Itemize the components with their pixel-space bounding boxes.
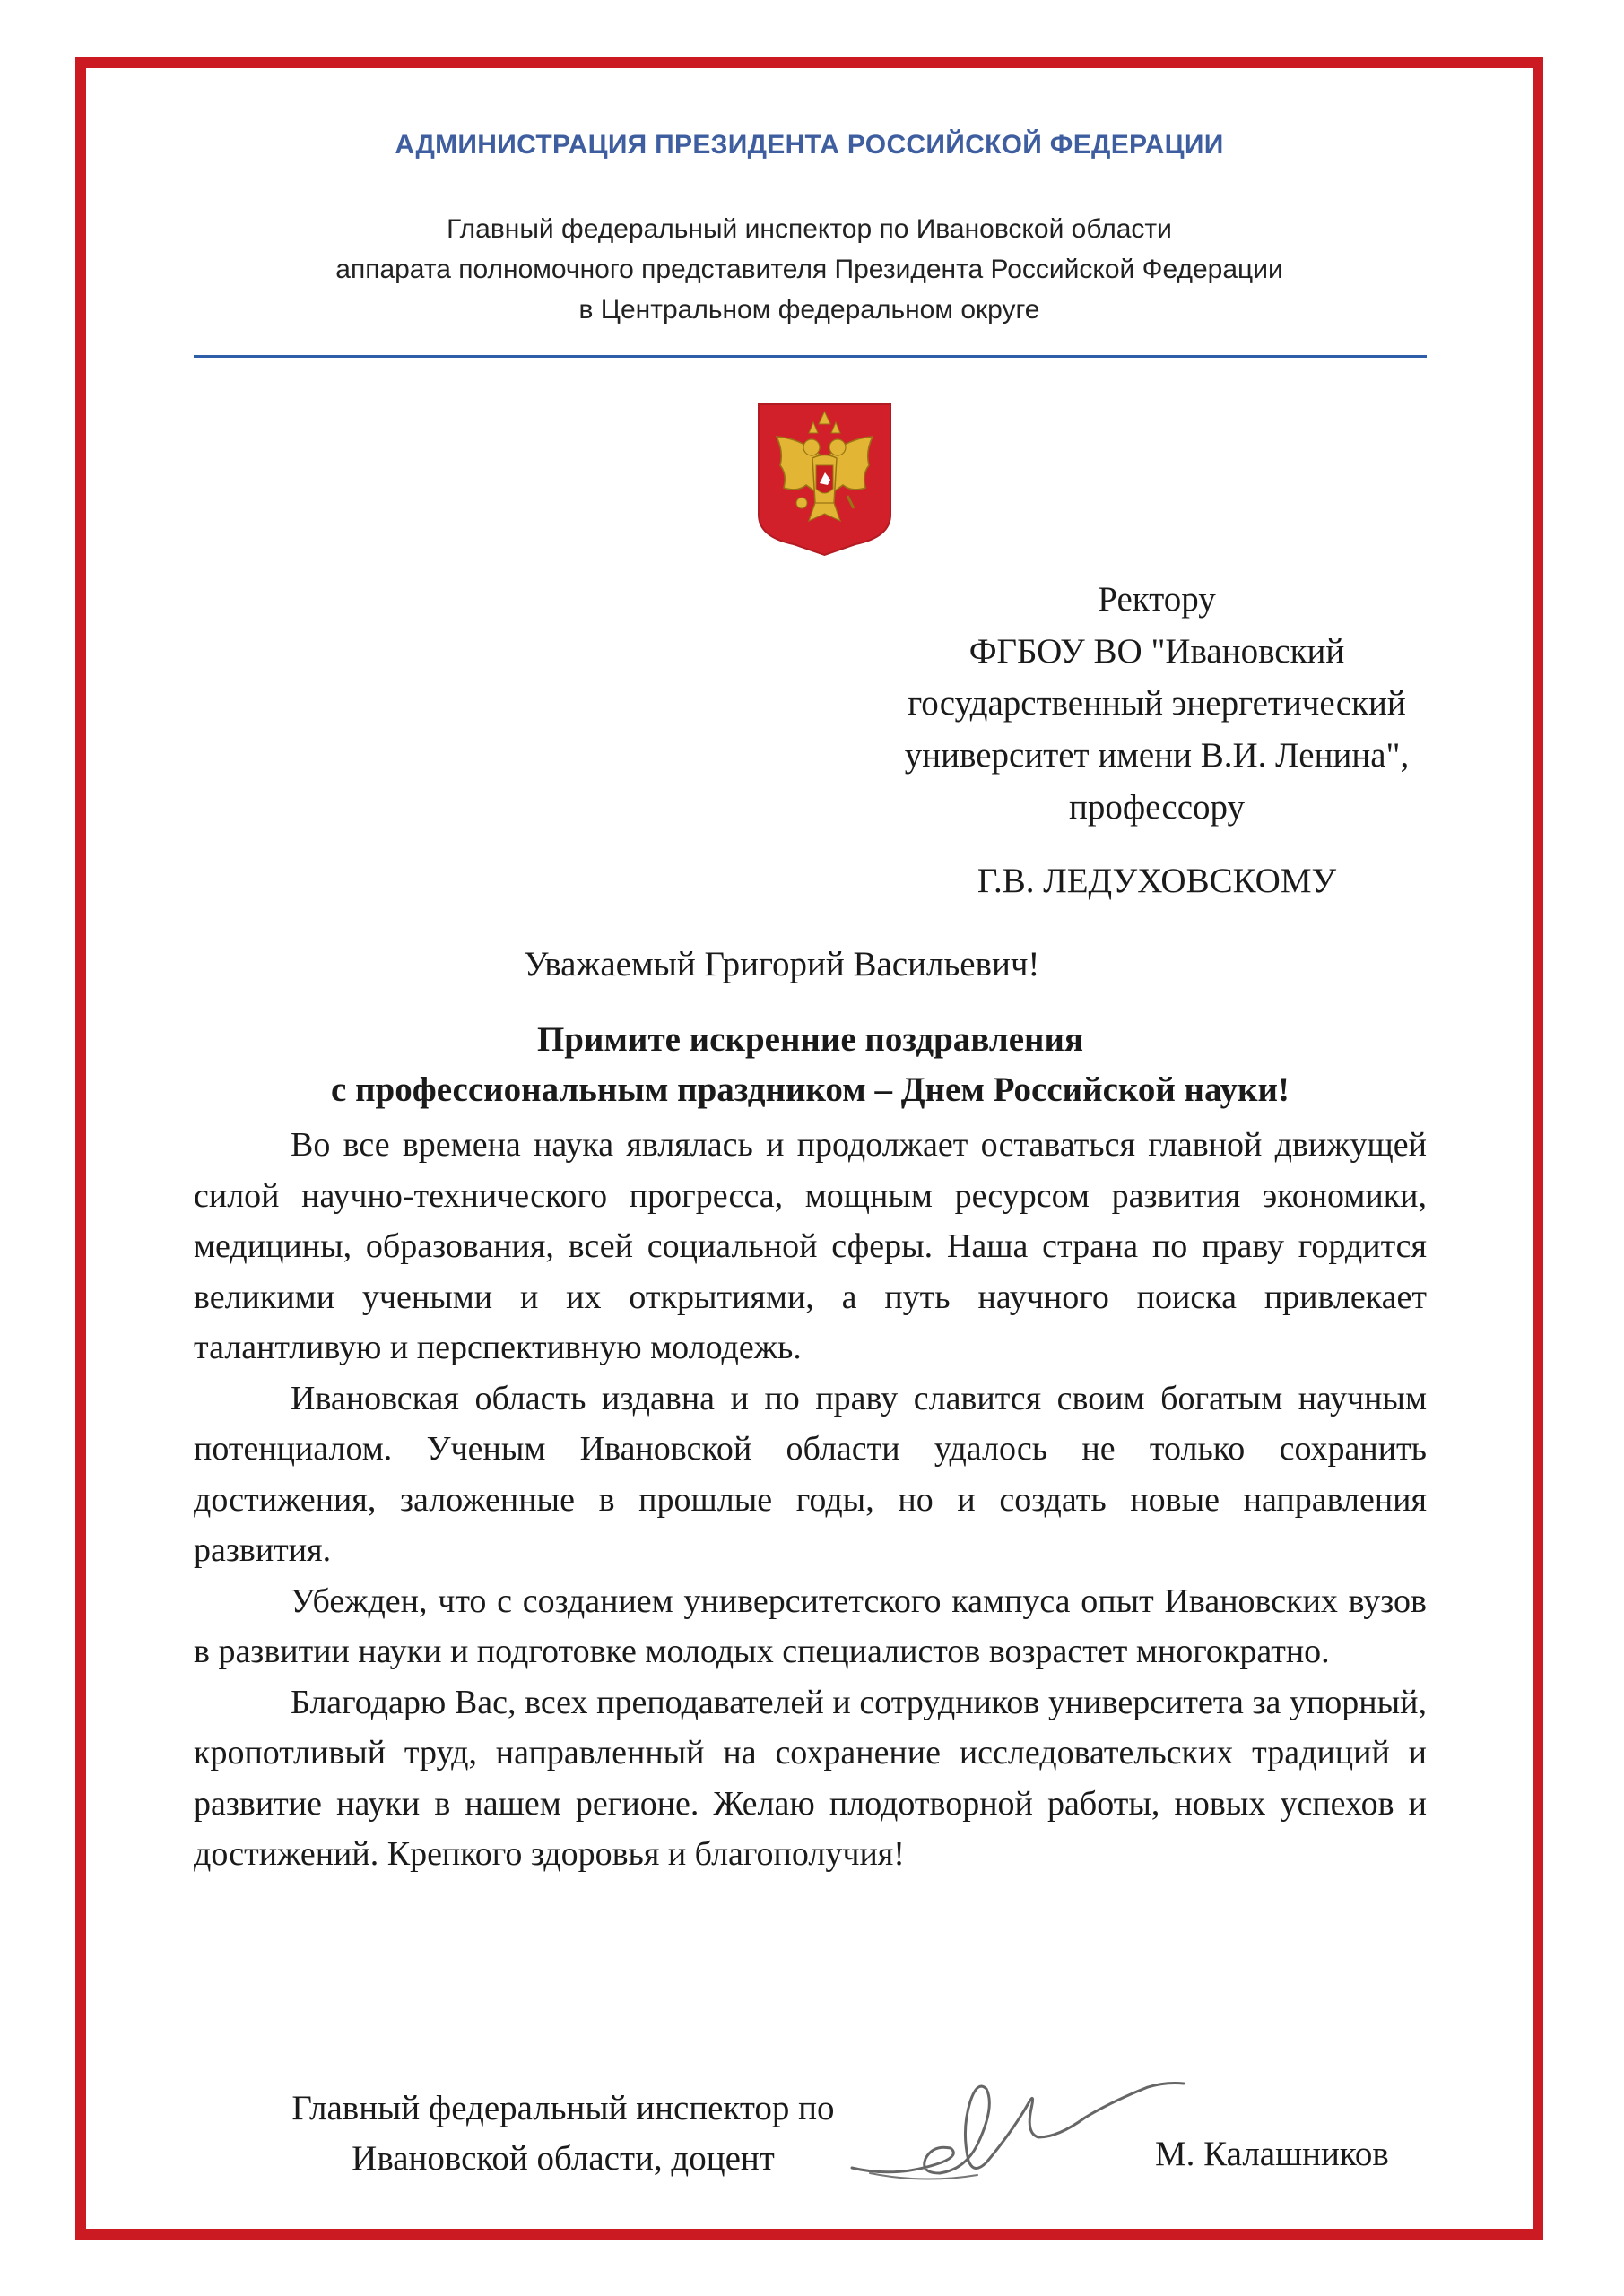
addressee-name: Г.В. ЛЕДУХОВСКОМУ	[977, 862, 1337, 900]
sender-subtitle	[75, 209, 1543, 330]
body-paragraph-text: Ивановская область издавна и по праву славится своим богатым научным потенциалом. Ученым Ивановской области удалось не только сохранить достижения, заложенные в прошлые годы, но и создать новые направления развития.	[194, 1379, 1427, 1569]
sender-subtitle-line: в Центральном федеральном округе	[578, 295, 1040, 325]
letter-body	[194, 1120, 1427, 1880]
signer-position-line: Ивановской области, доцент	[352, 2139, 775, 2178]
letter-title-line: Примите искренние поздравления	[536, 1020, 1084, 1059]
addressee-position	[834, 574, 1480, 834]
sender-subtitle-line: аппарата полномочного представителя Президента Российской Федерации	[335, 255, 1283, 284]
handwritten-signature-icon	[843, 2062, 1202, 2196]
letter-title-line: с профессиональным праздником – Днем Российской науки!	[331, 1070, 1290, 1109]
organization-title: АДМИНИСТРАЦИЯ ПРЕЗИДЕНТА РОССИЙСКОЙ ФЕДЕРАЦИИ	[395, 130, 1224, 160]
signer-name: М. Калашников	[1155, 2135, 1389, 2173]
russian-coat-of-arms-icon	[757, 403, 892, 557]
sender-subtitle-line: Главный федеральный инспектор по Ивановской области	[447, 214, 1172, 244]
header-divider	[194, 355, 1427, 360]
addressee-line: университет имени В.И. Ленина",	[904, 736, 1410, 775]
body-paragraph-text: Убежден, что с созданием университетского кампуса опыт Ивановских вузов в развитии науки и подготовке молодых специалистов возрастет многократно.	[194, 1581, 1427, 1670]
addressee-line: профессору	[1068, 788, 1246, 827]
body-paragraph	[194, 1120, 1427, 1373]
greeting: Уважаемый Григорий Васильевич!	[524, 945, 1040, 983]
signer-position	[258, 2084, 868, 2184]
addressee-line: ФГБОУ ВО "Ивановский	[968, 632, 1345, 671]
addressee-line: государственный энергетический	[908, 684, 1406, 723]
addressee-line: Ректору	[1098, 580, 1216, 619]
body-paragraph	[194, 1677, 1427, 1880]
letter-title	[194, 1015, 1427, 1115]
signer-position-line: Главный федеральный инспектор по	[291, 2089, 835, 2127]
body-paragraph	[194, 1373, 1427, 1576]
body-paragraph-text: Во все времена наука являлась и продолжает оставаться главной движущей силой научно-технического прогресса, мощным ресурсом развития экономики, медицины, образования, всей социальной сферы. Наша страна по праву гордится великими учеными и их открытиями, а путь научного поиска привлекает талантливую и перспективную молодежь.	[194, 1126, 1427, 1366]
body-paragraph	[194, 1576, 1427, 1677]
body-paragraph-text: Благодарю Вас, всех преподавателей и сотрудников университета за упорный, кропотливый труд, направленный на сохранение исследовательских традиций и развитие науки в нашем регионе. Желаю плодотворной работы, новых успехов и достижений. Крепкого здоровья и благополучия!	[194, 1683, 1427, 1873]
